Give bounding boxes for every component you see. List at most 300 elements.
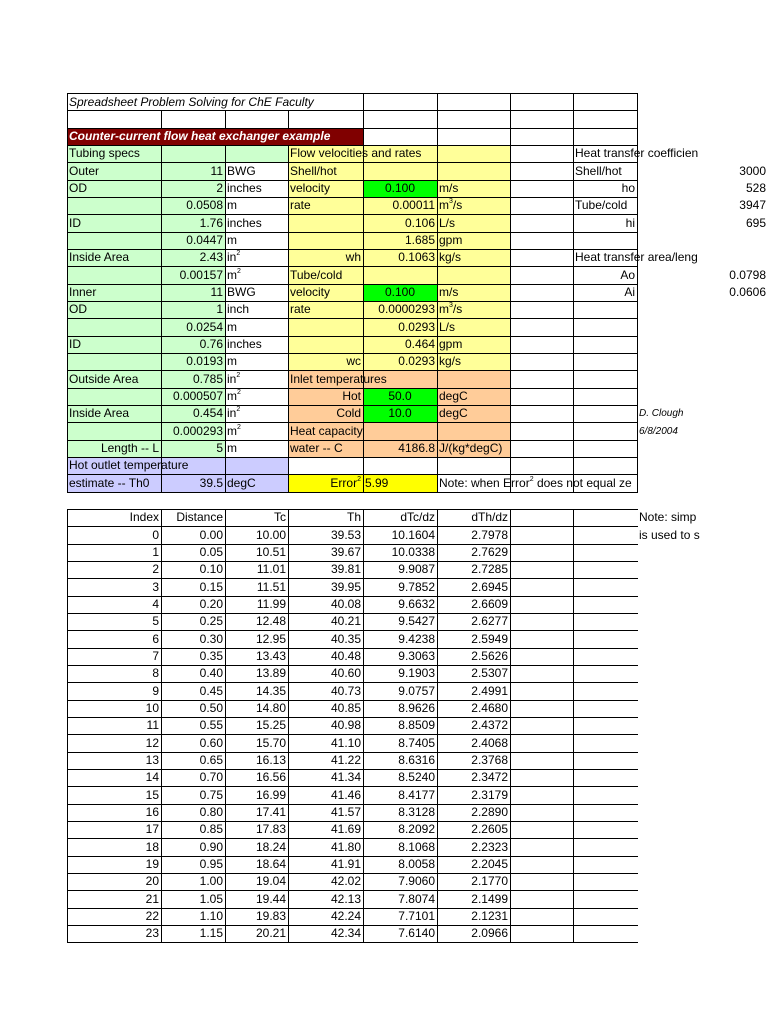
cell[interactable] <box>437 232 510 249</box>
table-cell[interactable] <box>437 648 510 665</box>
table-cell[interactable] <box>288 891 363 908</box>
table-cell[interactable] <box>225 665 288 682</box>
table-cell[interactable] <box>437 683 510 700</box>
table-cell[interactable] <box>437 821 510 838</box>
table-cell[interactable] <box>437 873 510 890</box>
table-cell[interactable] <box>161 769 225 786</box>
table-header[interactable] <box>363 509 437 526</box>
table-cell[interactable] <box>67 769 161 786</box>
cell[interactable] <box>363 284 437 301</box>
table-cell[interactable] <box>225 752 288 769</box>
cell[interactable] <box>67 249 161 266</box>
table-cell[interactable] <box>225 821 288 838</box>
table-cell[interactable] <box>288 700 363 717</box>
cell[interactable] <box>437 301 510 318</box>
cell[interactable] <box>437 475 632 492</box>
cell-text: 7.6140 <box>398 926 435 941</box>
cell[interactable] <box>225 163 288 180</box>
cell[interactable] <box>437 440 510 457</box>
cell[interactable] <box>288 388 363 405</box>
cell[interactable] <box>225 197 288 214</box>
table-cell[interactable] <box>363 856 437 873</box>
cell-text: 8.2092 <box>398 822 435 837</box>
table-cell[interactable] <box>225 648 288 665</box>
cell[interactable] <box>225 180 288 197</box>
table-cell[interactable] <box>225 527 288 544</box>
cell[interactable] <box>67 94 314 111</box>
table-cell[interactable] <box>288 613 363 630</box>
cell[interactable] <box>161 267 225 284</box>
table-cell[interactable] <box>363 613 437 630</box>
cell[interactable] <box>288 267 363 284</box>
table-cell[interactable] <box>161 579 225 596</box>
table-cell[interactable] <box>288 665 363 682</box>
table-cell[interactable] <box>437 561 510 578</box>
cell[interactable] <box>225 232 288 249</box>
table-header[interactable] <box>225 509 288 526</box>
cell[interactable] <box>225 267 288 284</box>
cell-text: 18.24 <box>255 839 286 854</box>
table-cell[interactable] <box>363 821 437 838</box>
table-cell[interactable] <box>67 804 161 821</box>
table-cell[interactable] <box>67 579 161 596</box>
cell[interactable] <box>225 423 288 440</box>
cell[interactable] <box>437 319 510 336</box>
cell-text: 8 <box>152 666 159 681</box>
cell[interactable] <box>225 475 288 492</box>
cell[interactable] <box>573 249 698 266</box>
table-cell[interactable] <box>225 544 288 561</box>
cell[interactable] <box>288 353 363 370</box>
table-cell[interactable] <box>363 544 437 561</box>
cell[interactable] <box>288 440 363 457</box>
cell[interactable] <box>67 215 161 232</box>
cell[interactable] <box>67 128 331 145</box>
cell[interactable] <box>161 353 225 370</box>
cell[interactable] <box>637 163 768 180</box>
table-cell[interactable] <box>67 544 161 561</box>
table-cell[interactable] <box>288 631 363 648</box>
table-cell[interactable] <box>437 544 510 561</box>
table-cell[interactable] <box>161 631 225 648</box>
table-cell[interactable] <box>363 735 437 752</box>
cell[interactable] <box>437 405 510 422</box>
table-cell[interactable] <box>437 631 510 648</box>
table-cell[interactable] <box>437 787 510 804</box>
table-cell[interactable] <box>225 631 288 648</box>
table-cell[interactable] <box>363 839 437 856</box>
cell-text: m <box>439 302 449 317</box>
table-cell[interactable] <box>67 648 161 665</box>
table-cell[interactable] <box>161 821 225 838</box>
table-cell[interactable] <box>288 717 363 734</box>
table-cell[interactable] <box>363 925 437 942</box>
cell[interactable] <box>288 475 363 492</box>
cell[interactable] <box>363 249 437 266</box>
table-cell[interactable] <box>363 665 437 682</box>
grid-line-vertical <box>573 128 574 146</box>
table-cell[interactable] <box>67 613 161 630</box>
cell[interactable] <box>637 509 768 526</box>
table-cell[interactable] <box>437 579 510 596</box>
grid-line-vertical <box>363 162 364 180</box>
cell[interactable] <box>225 371 288 388</box>
cell[interactable] <box>363 405 437 422</box>
table-cell[interactable] <box>363 683 437 700</box>
cell-text: 21 <box>145 891 159 906</box>
cell-text: D. Clough <box>639 408 684 420</box>
table-cell[interactable] <box>363 769 437 786</box>
table-cell[interactable] <box>67 787 161 804</box>
table-cell[interactable] <box>225 839 288 856</box>
cell[interactable] <box>67 145 161 162</box>
cell[interactable] <box>67 301 161 318</box>
cell-text: 0.15 <box>199 579 223 594</box>
cell-text: 16 <box>145 805 159 820</box>
cell[interactable] <box>437 215 510 232</box>
cell[interactable] <box>637 197 768 214</box>
cell-text: Heat transfer area/leng <box>575 250 698 265</box>
table-cell[interactable] <box>161 787 225 804</box>
cell[interactable] <box>67 163 161 180</box>
table-cell[interactable] <box>225 891 288 908</box>
table-cell[interactable] <box>437 891 510 908</box>
cell-text: in <box>227 406 237 421</box>
table-cell[interactable] <box>161 856 225 873</box>
superscript: 2 <box>236 250 241 258</box>
cell[interactable] <box>363 353 437 370</box>
grid-line-vertical <box>510 648 511 666</box>
cell[interactable] <box>637 284 768 301</box>
table-cell[interactable] <box>363 631 437 648</box>
table-cell[interactable] <box>288 527 363 544</box>
table-cell[interactable] <box>225 613 288 630</box>
cell[interactable] <box>288 301 363 318</box>
cell-text: 8.8509 <box>398 718 435 733</box>
table-cell[interactable] <box>225 735 288 752</box>
cell[interactable] <box>637 423 768 440</box>
table-cell[interactable] <box>288 925 363 942</box>
cell[interactable] <box>363 475 437 492</box>
cell[interactable] <box>573 163 637 180</box>
cell[interactable] <box>161 215 225 232</box>
table-cell[interactable] <box>67 856 161 873</box>
table-header[interactable] <box>288 509 363 526</box>
cell[interactable] <box>363 336 437 353</box>
cell-text: 42.24 <box>330 909 361 923</box>
table-cell[interactable] <box>437 717 510 734</box>
table-cell[interactable] <box>161 735 225 752</box>
cell[interactable] <box>161 232 225 249</box>
cell[interactable] <box>161 388 225 405</box>
cell[interactable] <box>363 215 437 232</box>
table-cell[interactable] <box>161 804 225 821</box>
cell-text: 10.0338 <box>391 545 435 560</box>
cell-text: Inside Area <box>69 406 130 421</box>
table-cell[interactable] <box>363 891 437 908</box>
table-cell[interactable] <box>161 925 225 942</box>
table-cell[interactable] <box>363 908 437 925</box>
table-cell[interactable] <box>67 631 161 648</box>
cell[interactable] <box>573 197 637 214</box>
cell[interactable] <box>67 457 189 474</box>
cell[interactable] <box>225 284 288 301</box>
table-cell[interactable] <box>437 769 510 786</box>
table-cell[interactable] <box>67 839 161 856</box>
table-header[interactable] <box>161 509 225 526</box>
table-cell[interactable] <box>161 561 225 578</box>
cell[interactable] <box>161 475 225 492</box>
table-cell[interactable] <box>363 596 437 613</box>
table-cell[interactable] <box>67 821 161 838</box>
table-cell[interactable] <box>288 579 363 596</box>
table-cell[interactable] <box>363 752 437 769</box>
cell[interactable] <box>437 353 510 370</box>
table-cell[interactable] <box>288 561 363 578</box>
table-cell[interactable] <box>288 735 363 752</box>
cell[interactable] <box>67 440 161 457</box>
cell[interactable] <box>225 388 288 405</box>
table-cell[interactable] <box>437 804 510 821</box>
table-cell[interactable] <box>225 561 288 578</box>
cell-text: 2.6277 <box>471 614 508 629</box>
table-cell[interactable] <box>437 613 510 630</box>
cell[interactable] <box>161 423 225 440</box>
cell[interactable] <box>161 249 225 266</box>
table-cell[interactable] <box>363 804 437 821</box>
cell[interactable] <box>161 163 225 180</box>
cell[interactable] <box>225 249 288 266</box>
cell[interactable] <box>161 197 225 214</box>
cell[interactable] <box>637 267 768 284</box>
table-cell[interactable] <box>363 873 437 890</box>
cell[interactable] <box>573 267 637 284</box>
cell[interactable] <box>637 527 768 544</box>
table-header[interactable] <box>67 509 161 526</box>
table-cell[interactable] <box>161 527 225 544</box>
table-cell[interactable] <box>437 700 510 717</box>
cell[interactable] <box>161 336 225 353</box>
table-cell[interactable] <box>161 908 225 925</box>
cell[interactable] <box>437 197 510 214</box>
cell-text: 0.45 <box>199 683 223 698</box>
table-cell[interactable] <box>225 873 288 890</box>
table-cell[interactable] <box>161 596 225 613</box>
table-cell[interactable] <box>67 717 161 734</box>
table-cell[interactable] <box>363 579 437 596</box>
cell[interactable] <box>67 405 161 422</box>
cell-text: dTh/dz <box>471 510 508 525</box>
cell[interactable] <box>437 336 510 353</box>
cell[interactable] <box>637 180 768 197</box>
cell[interactable] <box>225 215 288 232</box>
table-cell[interactable] <box>161 891 225 908</box>
table-cell[interactable] <box>161 613 225 630</box>
table-cell[interactable] <box>288 596 363 613</box>
table-cell[interactable] <box>225 596 288 613</box>
cell[interactable] <box>225 301 288 318</box>
table-cell[interactable] <box>288 544 363 561</box>
table-cell[interactable] <box>288 821 363 838</box>
table-cell[interactable] <box>67 891 161 908</box>
table-cell[interactable] <box>67 527 161 544</box>
cell[interactable] <box>288 423 363 440</box>
grid-line-vertical <box>573 648 574 666</box>
cell[interactable] <box>225 353 288 370</box>
cell-text: 14 <box>145 770 159 785</box>
cell[interactable] <box>288 197 363 214</box>
table-cell[interactable] <box>67 561 161 578</box>
grid-line-vertical <box>67 197 68 215</box>
cell-text: 6 <box>152 631 159 646</box>
cell[interactable] <box>67 336 161 353</box>
cell[interactable] <box>67 284 161 301</box>
table-cell[interactable] <box>225 787 288 804</box>
cell[interactable] <box>161 405 225 422</box>
table-cell[interactable] <box>225 683 288 700</box>
table-cell[interactable] <box>161 683 225 700</box>
table-cell[interactable] <box>161 648 225 665</box>
cell-text: J/(kg*degC) <box>439 441 503 456</box>
grid-line-vertical <box>573 596 574 614</box>
table-cell[interactable] <box>288 769 363 786</box>
cell[interactable] <box>637 405 768 422</box>
cell[interactable] <box>161 319 225 336</box>
table-cell[interactable] <box>288 648 363 665</box>
cell[interactable] <box>161 440 225 457</box>
cell[interactable] <box>573 215 637 232</box>
cell[interactable] <box>161 284 225 301</box>
table-cell[interactable] <box>225 769 288 786</box>
table-cell[interactable] <box>288 787 363 804</box>
table-cell[interactable] <box>225 717 288 734</box>
table-cell[interactable] <box>161 544 225 561</box>
table-cell[interactable] <box>363 700 437 717</box>
table-cell[interactable] <box>67 735 161 752</box>
table-cell[interactable] <box>288 908 363 925</box>
cell[interactable] <box>363 388 437 405</box>
table-cell[interactable] <box>225 908 288 925</box>
table-cell[interactable] <box>161 717 225 734</box>
cell[interactable] <box>225 405 288 422</box>
cell[interactable] <box>437 284 510 301</box>
cell[interactable] <box>573 180 637 197</box>
table-cell[interactable] <box>437 596 510 613</box>
cell[interactable] <box>363 180 437 197</box>
cell-text: m <box>227 267 237 282</box>
cell[interactable] <box>363 301 437 318</box>
table-cell[interactable] <box>161 665 225 682</box>
cell[interactable] <box>437 180 510 197</box>
table-cell[interactable] <box>437 908 510 925</box>
table-cell[interactable] <box>67 873 161 890</box>
table-cell[interactable] <box>288 873 363 890</box>
grid-line-vertical <box>573 856 574 874</box>
table-cell[interactable] <box>363 648 437 665</box>
cell-text: OD <box>69 181 87 196</box>
cell[interactable] <box>288 284 363 301</box>
table-cell[interactable] <box>225 700 288 717</box>
cell[interactable] <box>161 371 225 388</box>
table-cell[interactable] <box>225 856 288 873</box>
cell-text: Th <box>346 510 361 525</box>
table-cell[interactable] <box>437 839 510 856</box>
table-cell[interactable] <box>363 527 437 544</box>
table-cell[interactable] <box>363 787 437 804</box>
table-cell[interactable] <box>437 925 510 942</box>
cell[interactable] <box>67 371 161 388</box>
table-cell[interactable] <box>288 804 363 821</box>
cell[interactable] <box>67 180 161 197</box>
table-cell[interactable] <box>288 839 363 856</box>
cell[interactable] <box>363 319 437 336</box>
table-cell[interactable] <box>288 856 363 873</box>
table-cell[interactable] <box>67 700 161 717</box>
cell[interactable] <box>161 180 225 197</box>
table-cell[interactable] <box>161 700 225 717</box>
cell-text: 0.00011 <box>392 198 435 213</box>
table-cell[interactable] <box>288 683 363 700</box>
cell[interactable] <box>363 197 437 214</box>
cell[interactable] <box>637 215 768 232</box>
table-cell[interactable] <box>288 752 363 769</box>
cell[interactable] <box>288 371 387 388</box>
table-cell[interactable] <box>67 596 161 613</box>
cell[interactable] <box>161 301 225 318</box>
table-cell[interactable] <box>437 752 510 769</box>
cell-text: Tc <box>274 510 286 525</box>
table-header[interactable] <box>437 509 510 526</box>
cell[interactable] <box>437 249 510 266</box>
cell[interactable] <box>573 145 699 162</box>
cell[interactable] <box>288 249 363 266</box>
cell[interactable] <box>225 440 288 457</box>
table-cell[interactable] <box>67 683 161 700</box>
cell[interactable] <box>288 163 363 180</box>
table-cell[interactable] <box>161 752 225 769</box>
cell[interactable] <box>363 232 437 249</box>
table-cell[interactable] <box>363 561 437 578</box>
cell[interactable] <box>437 388 510 405</box>
cell-text: 8.5240 <box>398 770 435 785</box>
table-cell[interactable] <box>437 735 510 752</box>
cell[interactable] <box>288 405 363 422</box>
table-cell[interactable] <box>363 717 437 734</box>
table-cell[interactable] <box>161 873 225 890</box>
table-cell[interactable] <box>161 839 225 856</box>
cell[interactable] <box>573 284 637 301</box>
table-cell[interactable] <box>225 804 288 821</box>
table-cell[interactable] <box>437 527 510 544</box>
table-cell[interactable] <box>437 665 510 682</box>
cell[interactable] <box>225 336 288 353</box>
table-cell[interactable] <box>67 925 161 942</box>
table-cell[interactable] <box>67 908 161 925</box>
cell[interactable] <box>288 180 363 197</box>
cell-text: 9.6632 <box>398 597 435 612</box>
table-cell[interactable] <box>437 856 510 873</box>
cell[interactable] <box>225 319 288 336</box>
cell[interactable] <box>288 145 422 162</box>
cell[interactable] <box>363 440 437 457</box>
table-cell[interactable] <box>67 752 161 769</box>
table-cell[interactable] <box>67 665 161 682</box>
table-cell[interactable] <box>225 579 288 596</box>
grid-line-vertical <box>510 232 511 250</box>
table-cell[interactable] <box>225 925 288 942</box>
cell[interactable] <box>67 475 161 492</box>
cell-text: BWG <box>227 285 256 300</box>
